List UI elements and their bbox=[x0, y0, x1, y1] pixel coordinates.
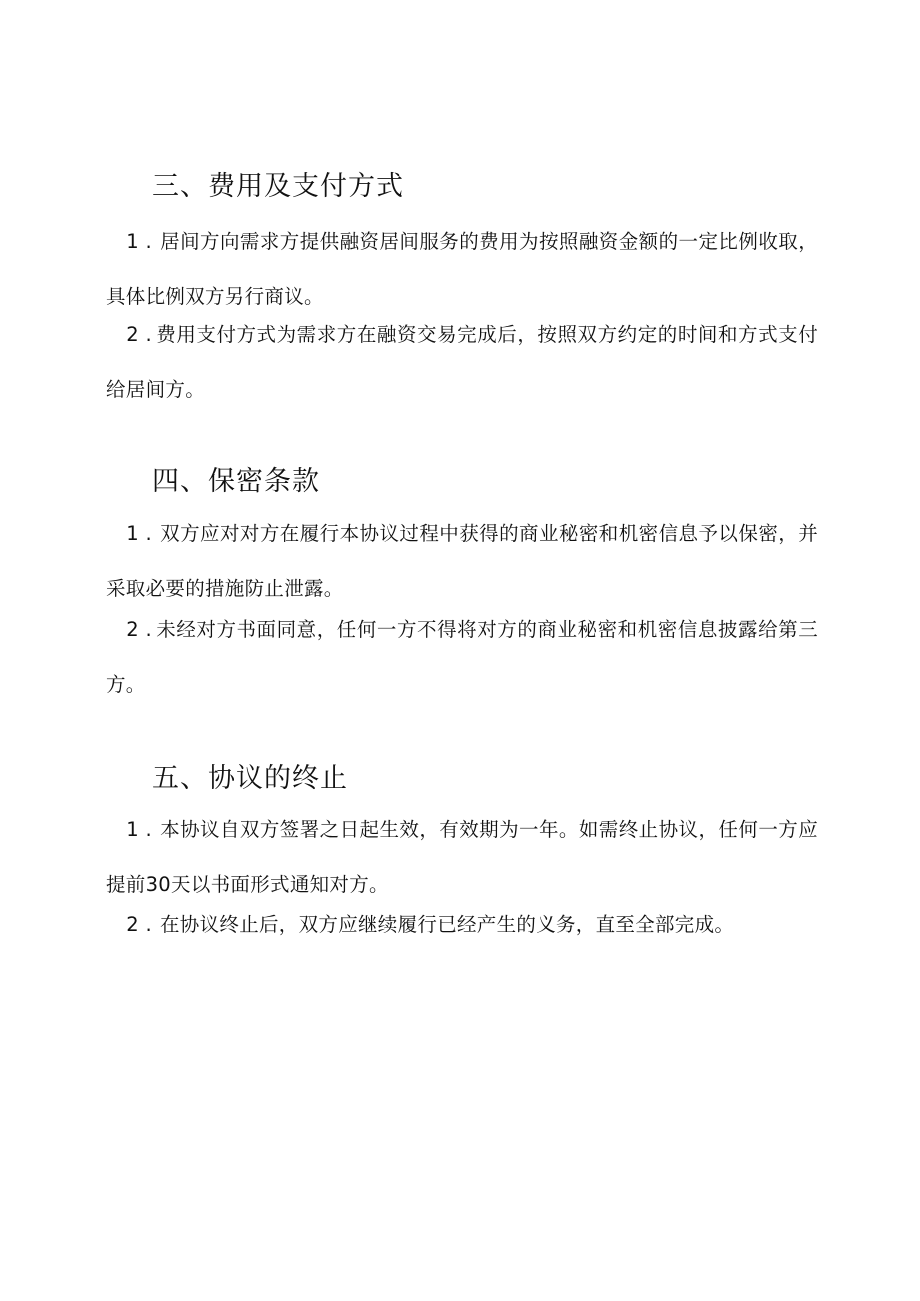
clause-fees-2 bbox=[106, 307, 818, 417]
clause-confidentiality-1 bbox=[106, 506, 818, 616]
clause-number: 1 . bbox=[126, 230, 152, 253]
section-heading-fees: 三、费用及支付方式 bbox=[152, 171, 404, 202]
clause-number: 1 . bbox=[126, 818, 152, 841]
clause-termination-1 bbox=[106, 802, 818, 912]
clause-text: 未经对方书面同意，任何一方不得将对方的商业秘密和机密信息披露给第三方。 bbox=[106, 618, 818, 696]
clause-number: 2 . bbox=[126, 323, 152, 346]
clause-termination-2 bbox=[106, 897, 818, 952]
clause-number: 1 . bbox=[126, 522, 152, 545]
clause-text: 双方应对对方在履行本协议过程中获得的商业秘密和机密信息予以保密，并采取必要的措施防止泄露。 bbox=[106, 522, 818, 600]
section-heading-confidentiality: 四、保密条款 bbox=[152, 466, 320, 497]
clause-number: 2 . bbox=[126, 913, 152, 936]
section-heading-termination: 五、协议的终止 bbox=[152, 763, 348, 794]
clause-confidentiality-2 bbox=[106, 602, 818, 712]
clause-text: 本协议自双方签署之日起生效，有效期为一年。如需终止协议，任何一方应提前30天以书面形式通知对方。 bbox=[106, 818, 818, 896]
clause-text: 费用支付方式为需求方在融资交易完成后，按照双方约定的时间和方式支付给居间方。 bbox=[106, 323, 818, 401]
clause-text: 在协议终止后，双方应继续履行已经产生的义务，直至全部完成。 bbox=[160, 913, 735, 936]
clause-text: 居间方向需求方提供融资居间服务的费用为按照融资金额的一定比例收取，具体比例双方另行商议。 bbox=[106, 230, 818, 308]
clause-number: 2 . bbox=[126, 618, 152, 641]
